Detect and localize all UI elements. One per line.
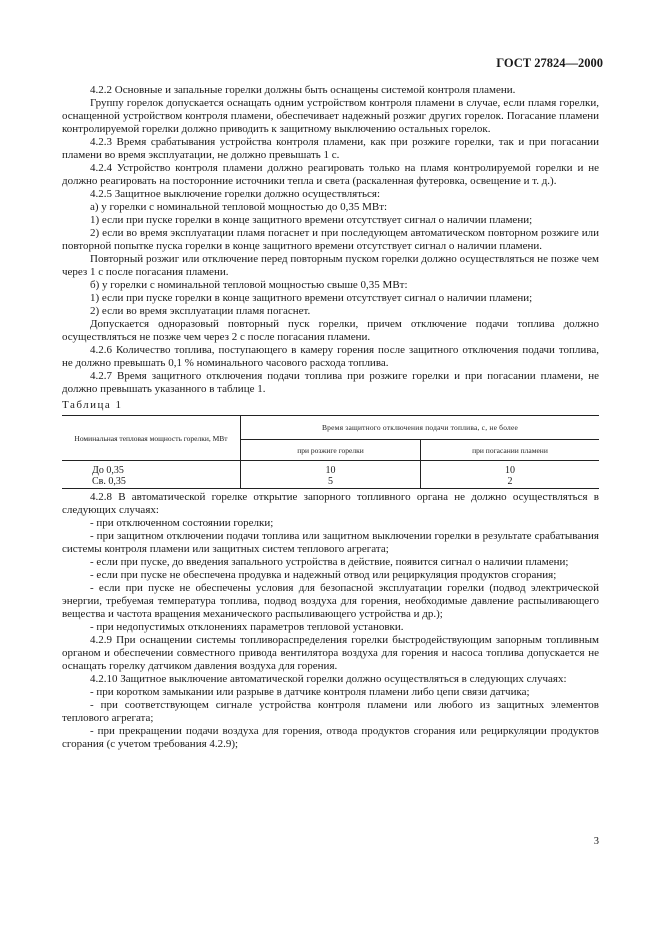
cell-extinction: 10: [505, 465, 515, 476]
list-item: - если при пуске, до введения запального устройства в действие, появится сигнал о наличии пламени;: [90, 556, 569, 568]
paragraph: 4.2.3 Время срабатывания устройства контроля пламени, как при розжиге горелки, так и при погасании пламени во время эксплуатации, не должно превышать 1 с.: [62, 136, 599, 161]
paragraph: 4.2.7 Время защитного отключения подачи топлива при розжиге горелки и при погасании пламени, не должно превышать указанного в таблице 1.: [62, 370, 599, 395]
table-caption: Таблица 1: [62, 399, 123, 411]
paragraph: Повторный розжиг или отключение перед повторным пуском горелки должно осуществляться не позже чем через 1 с после погасания пламени.: [62, 253, 599, 278]
paragraph: Группу горелок допускается оснащать одним устройством контроля пламени в случае, если пламя горелки, оснащенной устройством контроля пламени, обеспечивает надежный розжиг других горелок. Погасание пламени контролируемой горелки должно приводить к защитному выключению остальных горелок.: [62, 97, 599, 135]
list-item: - если при пуске не обеспечены условия для безопасной эксплуатации горелки (подвод электрической энергии, требуемая температура топлива, подвод воздуха для горения, необходимые давление распыливающего вещества и частота вращения механического распыливающего устройства и др.);: [62, 582, 599, 620]
table-header-shutoff-time: Время защитного отключения подачи топлива, с, не более: [241, 416, 600, 440]
paragraph: 4.2.10 Защитное выключение автоматической горелки должно осуществляться в следующих случаях:: [90, 673, 567, 685]
table-row: [62, 461, 599, 477]
text-block-after: [62, 491, 599, 751]
page-header: ГОСТ 27824—2000: [496, 56, 603, 70]
cell-power: Св. 0,35: [62, 476, 241, 489]
paragraph: б) у горелки с номинальной тепловой мощностью свыше 0,35 МВт:: [90, 279, 408, 291]
cell-power: До 0,35: [62, 461, 241, 477]
paragraph: 4.2.8 В автоматической горелке открытие запорного топливного органа не должно осуществляться в следующих случаях:: [62, 491, 599, 516]
table-header-ignition: при розжиге горелки: [241, 440, 421, 461]
paragraph: 2) если во время эксплуатации пламя погаснет.: [90, 305, 311, 317]
paragraph: 4.2.6 Количество топлива, поступающего в камеру горения после защитного отключения подачи топлива, не должно превышать 0,1 % номинального часового расхода топлива.: [62, 344, 599, 369]
list-item: - если при пуске не обеспечена продувка и надежный отвод или рециркуляция продуктов сгорания;: [90, 569, 557, 581]
paragraph: Допускается одноразовый повторный пуск горелки, причем отключение подачи топлива должно осуществляться не позже чем через 2 с после погасания пламени.: [62, 318, 599, 343]
table-row: [62, 476, 599, 489]
text-block-before: [62, 84, 599, 396]
paragraph: 1) если при пуске горелки в конце защитного времени отсутствует сигнал о наличии пламени;: [90, 214, 533, 226]
paragraph: 4.2.5 Защитное выключение горелки должно осуществляться:: [90, 188, 381, 200]
cell-ignition: 10: [241, 461, 421, 477]
list-item: - при защитном отключении подачи топлива или защитном выключении горелки в результате срабатывания системы контроля пламени или защитных систем теплового агрегата;: [62, 530, 599, 555]
document-body: [62, 84, 599, 751]
paragraph: 2) если во время эксплуатации пламя погаснет и при последующем автоматическом повторном розжиге или повторной попытке пуска горелки в конце защитного времени отсутствует сигнал о наличии пламени.: [62, 227, 599, 252]
paragraph: 4.2.2 Основные и запальные горелки должны быть оснащены системой контроля пламени.: [90, 84, 516, 96]
page-number: 3: [593, 836, 599, 847]
list-item: - при прекращении подачи воздуха для горения, отвода продуктов сгорания или рециркуляции продуктов сгорания (с учетом требования 4.2.9);: [62, 725, 599, 750]
list-item: - при соответствующем сигнале устройства контроля пламени или любого из защитных элементов теплового агрегата;: [62, 699, 599, 724]
paragraph: 1) если при пуске горелки в конце защитного времени отсутствует сигнал о наличии пламени;: [90, 292, 533, 304]
table-header-extinction: при погасании пламени: [421, 440, 600, 461]
cell-ignition: 5: [241, 476, 421, 489]
cell-extinction: 2: [421, 476, 600, 489]
list-item: - при отключенном состоянии горелки;: [90, 517, 274, 529]
paragraph: а) у горелки с номинальной тепловой мощностью до 0,35 МВт:: [90, 201, 388, 213]
table-header-power: Номинальная тепловая мощность горелки, МВт: [62, 416, 241, 461]
paragraph: 4.2.9 При оснащении системы топливораспределения горелки быстродействующим запорным топливным органом и обеспечении совместного привода вентилятора воздуха для горения и насоса топлива допускается не оснащать горелку датчиком давления воздуха для горения.: [62, 634, 599, 672]
list-item: - при недопустимых отклонениях параметров тепловой установки.: [90, 621, 404, 633]
list-item: - при коротком замыкании или разрыве в датчике контроля пламени либо цепи связи датчика;: [90, 686, 530, 698]
table-1: [62, 415, 599, 489]
paragraph: 4.2.4 Устройство контроля пламени должно реагировать только на пламя контролируемой горелки и не должно реагировать на посторонние источники тепла и света (раскаленная футеровка, освещение и т. д.).: [62, 162, 599, 187]
